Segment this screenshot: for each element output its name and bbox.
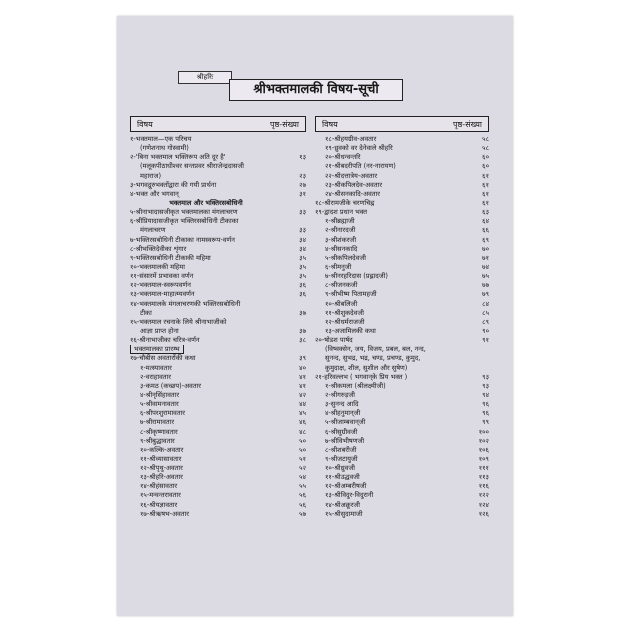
toc-entry-title: ११-श्रीउद्धवजी	[315, 473, 465, 482]
toc-entry-page: ९३	[482, 372, 489, 381]
toc-entry	[130, 382, 306, 391]
toc-entry	[130, 464, 306, 473]
toc-entry-page: ३३	[299, 226, 306, 235]
toc-entry-title: ८-श्रीकृष्णावतार	[130, 428, 282, 437]
toc-entry	[315, 446, 489, 455]
page-title: श्रीभक्तमालकी विषय-सूची	[229, 79, 403, 101]
toc-entry	[130, 391, 306, 400]
toc-entry-title: १९-ध्रुवको वर देनेवाले श्रीहरि	[315, 144, 465, 153]
toc-entry-title: २-वराहावतार	[130, 373, 282, 382]
toc-entry	[315, 437, 489, 446]
toc-entry-page: ५४	[299, 473, 306, 482]
toc-entry	[315, 491, 489, 500]
toc-entry-title: २-श्रीनारदजी	[315, 226, 465, 235]
toc-entry-page: ३६	[299, 281, 306, 290]
toc-entry-title: सुनन्द, सुभद्र, भद्र, चण्ड, प्रचण्ड, कुमुद,	[325, 354, 421, 363]
toc-entry	[130, 364, 306, 373]
toc-entry	[130, 309, 306, 318]
toc-entry	[130, 190, 306, 199]
toc-entry	[315, 199, 489, 208]
toc-entry-title: १२-श्रीअम्बरीषजी	[315, 482, 465, 491]
toc-entry-title: ११-संसारमें प्रभावका वर्णन	[130, 272, 282, 281]
toc-entry	[130, 199, 306, 208]
toc-entry-page: ९६	[482, 409, 489, 418]
toc-entry	[130, 263, 306, 272]
toc-entry-page: ६१	[482, 180, 489, 189]
toc-entry-page: १०६	[478, 445, 489, 454]
section-heading-box: भक्तमालका प्रारम्भ	[130, 345, 184, 354]
toc-entry-page: ४८	[299, 427, 306, 436]
toc-entry	[315, 327, 489, 336]
toc-entry-page: ६१	[482, 189, 489, 198]
toc-entry-title: १०-श्रीध्रुवजी	[315, 464, 465, 473]
toc-entry-title: १-श्रीकमला (श्रीलक्ष्मीजी)	[315, 382, 465, 391]
toc-entry	[315, 473, 489, 482]
toc-entry-page: ९९	[482, 418, 489, 427]
toc-entry-title: ९-श्रीजटायुजी	[315, 455, 465, 464]
toc-entry-title: १३-अजामिलकी कथा	[315, 327, 465, 336]
toc-entry	[315, 263, 489, 272]
toc-entry-page: ५०	[299, 445, 306, 454]
toc-entry-page: ७४	[482, 262, 489, 271]
toc-entry-title: ७-श्रीविभीषणजी	[315, 437, 465, 446]
toc-entry-page: ८४	[482, 299, 489, 308]
toc-entry	[315, 236, 489, 245]
toc-entry-title: ६-श्रीसुग्रीवजी	[315, 428, 465, 437]
toc-entry-page: ७५	[482, 272, 489, 281]
toc-entry-page: ७१	[482, 253, 489, 262]
toc-entry	[130, 473, 306, 482]
toc-entry	[130, 226, 306, 235]
toc-entry-page: ४६	[299, 418, 306, 427]
toc-entry	[315, 172, 489, 181]
right-column-header	[315, 116, 489, 132]
toc-entry-title: १३-श्रीविदुर-विदुरानी	[315, 491, 465, 500]
toc-entry-title: ७-श्रीरामावतार	[130, 418, 282, 427]
toc-entry-page: ३७	[299, 308, 306, 317]
toc-entry	[130, 373, 306, 382]
toc-entry-title: ८-श्रीजनकजी	[315, 281, 465, 290]
toc-entry	[130, 318, 306, 327]
toc-entry-title: २३-श्रीकपिलदेव-अवतार	[315, 181, 465, 190]
toc-entry	[130, 446, 306, 455]
toc-entry-page: ४२	[299, 390, 306, 399]
toc-entry-page: ९६	[482, 400, 489, 409]
toc-entry	[315, 400, 489, 409]
toc-entry	[130, 345, 306, 354]
toc-entry-page: ४५	[299, 409, 306, 418]
toc-entry-page: ३४	[299, 235, 306, 244]
right-column	[315, 116, 489, 519]
toc-entry-title: १५-मन्वन्तरावतार	[130, 491, 282, 500]
toc-entry-title: १०-भक्तमालकी महिमा	[130, 263, 282, 272]
toc-entry-title: १९-द्वादश प्रधान भक्त	[315, 208, 465, 217]
toc-entry	[315, 364, 489, 373]
toc-entry-page: ४०	[299, 363, 306, 372]
toc-entry-page: ९१	[482, 336, 489, 345]
toc-entry-page: ४१	[299, 381, 306, 390]
toc-entry-title: २१-श्रीबदरीपति (नर-नारायण)	[315, 162, 465, 171]
toc-entry-page: ८९	[482, 317, 489, 326]
toc-entry-page: ११६	[478, 482, 489, 491]
toc-entry	[130, 400, 306, 409]
page-number-header: पृष्ठ-संख्या	[270, 119, 299, 129]
toc-entry-title: १६-श्रीनाभाजीका चरित्र-वर्णन	[130, 336, 282, 345]
toc-entry-page: ५२	[299, 464, 306, 473]
toc-entry	[315, 318, 489, 327]
toc-entry-page: ९४	[482, 390, 489, 399]
toc-entry-title: ९-श्रीबुद्धावतार	[130, 437, 282, 446]
toc-entry	[130, 482, 306, 491]
toc-entry-title: ९-भक्तिरसबोधिनी टीकाकी महिमा	[130, 254, 282, 263]
toc-entry-page: १०९	[478, 454, 489, 463]
toc-entry	[130, 254, 306, 263]
toc-entry	[130, 236, 306, 245]
toc-entry-title: ३-सुनन्द आदि	[315, 400, 465, 409]
toc-entry	[315, 135, 489, 144]
toc-entry	[130, 455, 306, 464]
toc-entry-page: १०२	[478, 436, 489, 445]
toc-entry-page: ३५	[299, 262, 306, 271]
toc-entry-title: आज्ञा प्राप्त होना	[130, 327, 282, 336]
toc-entry-title: महाराज)	[130, 172, 282, 181]
toc-entry-page: १११	[478, 464, 489, 473]
toc-entry-title: १५-भक्तमाल रचनाके लिये श्रीनाभाजीको	[130, 317, 227, 326]
toc-entry-page: ३८	[299, 336, 306, 345]
toc-entry-title: १०-श्रीबलिजी	[315, 300, 465, 309]
toc-entry-page: ३१	[299, 189, 306, 198]
toc-entry	[315, 464, 489, 473]
toc-entry	[315, 162, 489, 171]
toc-entry-page: १२६	[478, 509, 489, 518]
toc-entry-page: ५८	[482, 135, 489, 143]
toc-entry-page: ३६	[299, 290, 306, 299]
toc-entry-title: १२-श्रीपृथु-अवतार	[130, 464, 282, 473]
toc-entry-title: ४-श्रीसनकादि	[315, 245, 465, 254]
toc-entry	[130, 501, 306, 510]
toc-entry	[130, 217, 306, 226]
toc-entry-title: २२-श्रीदत्तात्रेय-अवतार	[315, 172, 465, 181]
toc-entry-title: मंगलाचरण	[130, 226, 282, 235]
toc-entry	[130, 510, 306, 519]
toc-entry	[315, 336, 489, 345]
toc-entry-title: ४-श्रीहनुमान्‌जी	[315, 409, 465, 418]
toc-entry	[130, 418, 306, 427]
toc-entry-title: २४-श्रीसनकादि-अवतार	[315, 190, 465, 199]
toc-entry-page: ५६	[299, 491, 306, 500]
toc-entry-page: ६९	[482, 235, 489, 244]
page-number-header: पृष्ठ-संख्या	[453, 119, 482, 129]
toc-entry-title: ६-श्रीमनुजी	[315, 263, 465, 272]
toc-entry	[130, 208, 306, 217]
toc-entry	[130, 245, 306, 254]
toc-entry-title: ४-श्रीनृसिंहावतार	[130, 391, 282, 400]
toc-entry-title: भक्तमाल और भक्तिरसबोधिनी	[169, 198, 243, 207]
toc-entry	[315, 181, 489, 190]
toc-entry-title: ३-श्रीशंकरजी	[315, 236, 465, 245]
toc-entry	[315, 245, 489, 254]
right-entries	[315, 135, 489, 519]
toc-entry	[315, 345, 489, 354]
toc-entry	[130, 428, 306, 437]
toc-entry-page: ६०	[482, 162, 489, 171]
toc-entry-page: २३	[299, 171, 306, 180]
toc-entry	[130, 135, 306, 144]
toc-entry-title: १८-श्रीहयग्रीव-अवतार	[315, 135, 465, 144]
toc-entry	[315, 254, 489, 263]
toc-entry-title: १३-श्रीहरि-अवतार	[130, 473, 282, 482]
toc-entry-page: ६३	[482, 208, 489, 217]
toc-entry	[130, 281, 306, 290]
toc-entry-page: ११३	[478, 473, 489, 482]
toc-entry-title: ५-श्रीकपिलदेवजी	[315, 254, 465, 263]
toc-entry-page: ४४	[299, 400, 306, 409]
toc-entry-title: १२-भक्तमाल-स्वरूपवर्णन	[130, 281, 282, 290]
toc-entry	[315, 510, 489, 519]
toc-entry	[315, 354, 489, 363]
toc-entry	[130, 162, 306, 171]
toc-entry	[315, 382, 489, 391]
toc-entry	[315, 501, 489, 510]
toc-entry-title: ४-भक्त और भगवान्	[130, 190, 282, 199]
toc-entry-title: ८-श्रीभक्तिदेवीका शृंगार	[130, 245, 282, 254]
toc-entry	[315, 409, 489, 418]
toc-entry-page: ६१	[482, 171, 489, 180]
toc-entry-page: १२२	[478, 491, 489, 500]
toc-entry-page: ३३	[299, 208, 306, 217]
toc-entry-page: ३४	[299, 244, 306, 253]
toc-entry-page: १००	[478, 427, 489, 436]
toc-entry-title: २१-हरिवल्लभ ( भगवान्‌के प्रिय भक्त )	[315, 373, 465, 382]
toc-entry-title: ३-कमठ (कच्छप)-अवतार	[130, 382, 282, 391]
toc-entry-page: ३९	[299, 354, 306, 363]
toc-entry-page: ५१	[299, 454, 306, 463]
toc-entry	[315, 272, 489, 281]
toc-entry	[130, 290, 306, 299]
left-column-header	[130, 116, 306, 132]
toc-entry-title: ६-श्रीप्रियादासजीकृत भक्तिरसबोधिनी टीकाका	[130, 217, 239, 226]
toc-entry	[130, 409, 306, 418]
toc-entry	[315, 309, 489, 318]
toc-entry-title: ११-श्रीशुकदेवजी	[315, 309, 465, 318]
subject-header: विषय	[137, 119, 153, 129]
toc-entry-title: २०-श्रीधन्वन्तरि	[315, 153, 465, 162]
toc-entry	[315, 418, 489, 427]
toc-entry-title: ९-श्रीभीष्म पितामहजी	[315, 290, 465, 299]
toc-entry	[315, 226, 489, 235]
toc-entry-title: २-'बिना भक्तमाल भक्तिरूप अति दूर है'	[130, 153, 282, 162]
toc-entry-title: १-श्रीब्रह्माजी	[315, 217, 465, 226]
toc-entry	[130, 172, 306, 181]
toc-entry	[130, 272, 306, 281]
toc-entry-page: ३७	[299, 326, 306, 335]
toc-entry-page: ५६	[299, 500, 306, 509]
toc-entry-title: १-मत्स्यावतार	[130, 364, 282, 373]
toc-entry-page: ५०	[299, 436, 306, 445]
toc-entry-title: १४-श्रीअक्रूरजी	[315, 501, 465, 510]
toc-entry-title: १३-भक्तमाल-माहात्म्यवर्णन	[130, 290, 282, 299]
toc-entry	[130, 327, 306, 336]
toc-entry	[315, 290, 489, 299]
toc-entry	[315, 190, 489, 199]
toc-entry-title: ५-श्रीनाभादासजीकृत भक्तमालका मंगलाचरण	[130, 208, 282, 217]
toc-entry-page: ५८	[482, 144, 489, 153]
toc-entry	[315, 281, 489, 290]
toc-entry	[130, 354, 306, 363]
toc-entry	[130, 336, 306, 345]
toc-entry	[315, 373, 489, 382]
toc-entry-title: १८-श्रीरामजीके चरणचिह्न	[315, 199, 465, 208]
toc-entry-page: ८५	[482, 308, 489, 317]
toc-entry-title: ७-भक्तिरसबोधिनी टीकाका नामस्वरूप-वर्णन	[130, 236, 282, 245]
toc-entry-title: ३-भगवद्गुरुभक्तोंद्वारा की गयी प्रार्थना	[130, 181, 282, 190]
toc-entry-page: ३५	[299, 253, 306, 262]
toc-entry-page: ७७	[482, 281, 489, 290]
toc-entry	[315, 428, 489, 437]
toc-entry-title: ५-श्रीवामनावतार	[130, 400, 282, 409]
toc-entry	[130, 181, 306, 190]
toc-entry-title: १७-चौबीस अवतारोंकी कथा	[130, 354, 282, 363]
toc-entry-title: १-भक्तमाल—एक परिचय	[130, 135, 192, 143]
toc-entry-title: (विष्वक्सेन, जय, विजय, प्रबल, बल, नन्द,	[325, 345, 426, 354]
toc-entry-page: १२४	[478, 500, 489, 509]
toc-entry-title: ८-श्रीशबरीजी	[315, 446, 465, 455]
toc-entry-title: ६-श्रीपरशुरामावतार	[130, 409, 282, 418]
left-column	[130, 116, 306, 519]
toc-entry	[315, 217, 489, 226]
toc-entry	[315, 144, 489, 153]
toc-entry-title: (मलूकपीठाधीश्वर सन्तप्रवर श्रीराजेन्द्रदासजी	[140, 162, 245, 171]
toc-entry	[130, 144, 306, 153]
toc-entry-title: १४-भक्तमालके मंगलाचरणकी भक्तिरसबोधिनी	[130, 299, 241, 308]
toc-entry-title: ११-श्रीव्यासावतार	[130, 455, 282, 464]
toc-entry-title: कुमुदाक्ष, शील, सुशील और सुषेण)	[325, 363, 408, 372]
toc-entry-title: टीका	[130, 309, 282, 318]
left-entries	[130, 135, 306, 519]
toc-entry-page: ६४	[482, 217, 489, 226]
toc-entry-title: १५-श्रीसुदामाजी	[315, 510, 465, 519]
toc-entry	[130, 153, 306, 162]
toc-entry-title: १६-श्रीयज्ञावतार	[130, 501, 282, 510]
toc-entry-title: १०-कल्कि-अवतार	[130, 446, 282, 455]
toc-entry-title: १७-श्रीऋषभ-अवतार	[130, 510, 282, 519]
toc-entry	[315, 391, 489, 400]
toc-entry	[315, 455, 489, 464]
toc-entry-page: ५७	[299, 509, 306, 518]
toc-entry-page: १३	[299, 153, 306, 162]
toc-entry-title: १४-श्रीहंसावतार	[130, 482, 282, 491]
toc-entry	[130, 491, 306, 500]
header-mark: श्रीहरिः	[178, 71, 232, 84]
toc-entry-page: ७०	[482, 244, 489, 253]
toc-entry-title: (गणेशनाथ गोस्वामी)	[140, 144, 189, 153]
toc-entry-title: २०-षोडश पार्षद	[315, 336, 465, 345]
toc-entry-title	[130, 345, 184, 354]
toc-entry-page: ६१	[482, 198, 489, 207]
toc-entry-title: ७-श्रीनरहरिदास (प्रह्लादजी)	[315, 272, 465, 281]
toc-entry-page: ९०	[482, 326, 489, 335]
subject-header: विषय	[322, 119, 338, 129]
toc-entry-page: ७९	[482, 290, 489, 299]
toc-entry-title: १२-श्रीधर्मराजजी	[315, 318, 465, 327]
toc-entry-page: ४१	[299, 372, 306, 381]
toc-entry	[130, 300, 306, 309]
toc-entry	[130, 437, 306, 446]
toc-entry-title: २-श्रीगरुड़जी	[315, 391, 465, 400]
toc-entry	[315, 208, 489, 217]
toc-entry	[315, 153, 489, 162]
toc-entry-title: ५-श्रीजाम्बवान्‌जी	[315, 418, 465, 427]
toc-entry-page: २७	[299, 180, 306, 189]
toc-entry	[315, 300, 489, 309]
toc-entry-page: ३५	[299, 272, 306, 281]
toc-entry-page: ९३	[482, 381, 489, 390]
toc-entry-page: ६६	[482, 226, 489, 235]
toc-entry-page: ५५	[299, 482, 306, 491]
toc-entry	[315, 482, 489, 491]
toc-entry-page: ६०	[482, 153, 489, 162]
